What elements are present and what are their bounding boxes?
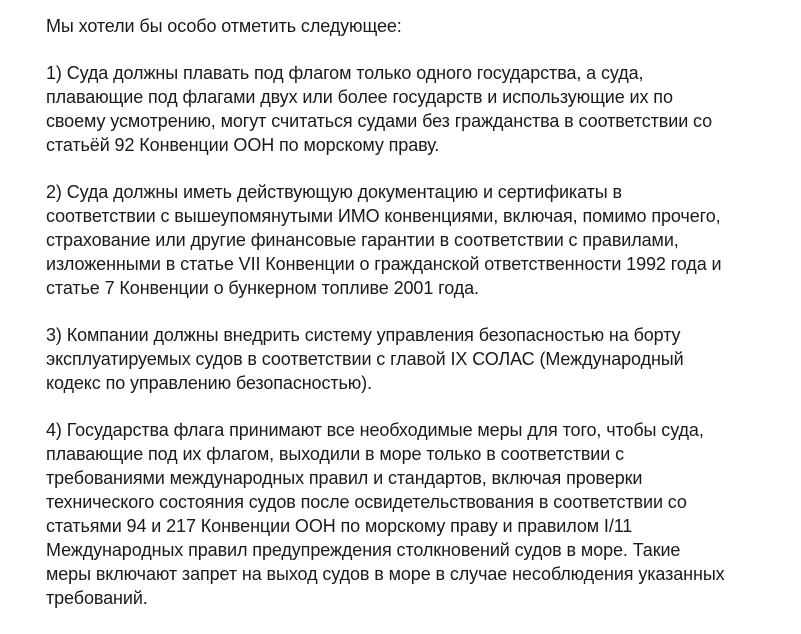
- paragraph-line: статьёй 92 Конвенции ООН по морскому праву.: [46, 135, 440, 155]
- paragraph-line: соответствии с вышеупомянутыми ИМО конвенциями, включая, помимо прочего,: [46, 206, 721, 226]
- paragraph-line: 2) Суда должны иметь действующую документацию и сертификаты в: [46, 182, 622, 202]
- paragraph-line: 1) Суда должны плавать под флагом только одного государства, а суда,: [46, 63, 644, 83]
- paragraph-3: [46, 323, 781, 395]
- paragraph-line: статье 7 Конвенции о бункерном топливе 2001 года.: [46, 278, 479, 298]
- paragraph-line: кодекс по управлению безопасностью).: [46, 373, 372, 393]
- paragraph-line: своему усмотрению, могут считаться судами без гражданства в соответствии со: [46, 111, 713, 131]
- paragraph-line: меры включают запрет на выход судов в море в случае несоблюдения указанных: [46, 564, 725, 584]
- paragraph-line: 4) Государства флага принимают все необходимые меры для того, чтобы суда,: [46, 420, 704, 440]
- paragraph-line: требованиями международных правил и стандартов, включая проверки: [46, 468, 643, 488]
- paragraph-line: Международных правил предупреждения столкновений судов в море. Такие: [46, 540, 681, 560]
- paragraph-line: требований.: [46, 588, 148, 608]
- paragraph-line: эксплуатируемых судов в соответствии с главой IX СОЛАС (Международный: [46, 349, 684, 369]
- paragraph-gap: [46, 300, 781, 323]
- paragraph-line: плавающие под флагами двух или более государств и использующие их по: [46, 87, 673, 107]
- paragraph-gap: [46, 38, 781, 61]
- paragraph-line: технического состояния судов после освидетельствования в соответствии со: [46, 492, 687, 512]
- paragraph-gap: [46, 395, 781, 418]
- paragraph-2: [46, 180, 781, 300]
- paragraph-line: статьями 94 и 217 Конвенции ООН по морскому праву и правилом I/11: [46, 516, 633, 536]
- intro-text: Мы хотели бы особо отметить следующее:: [46, 16, 402, 36]
- paragraph-line: плавающие под их флагом, выходили в море только в соответствии с: [46, 444, 625, 464]
- paragraph-gap: [46, 157, 781, 180]
- paragraph-line: страхование или другие финансовые гарантии в соответствии с правилами,: [46, 230, 679, 250]
- paragraph-4: [46, 418, 781, 610]
- paragraph-line: 3) Компании должны внедрить систему управления безопасностью на борту: [46, 325, 681, 345]
- paragraph-line: изложенными в статье VII Конвенции о гражданской ответственности 1992 года и: [46, 254, 722, 274]
- paragraph-1: [46, 61, 781, 157]
